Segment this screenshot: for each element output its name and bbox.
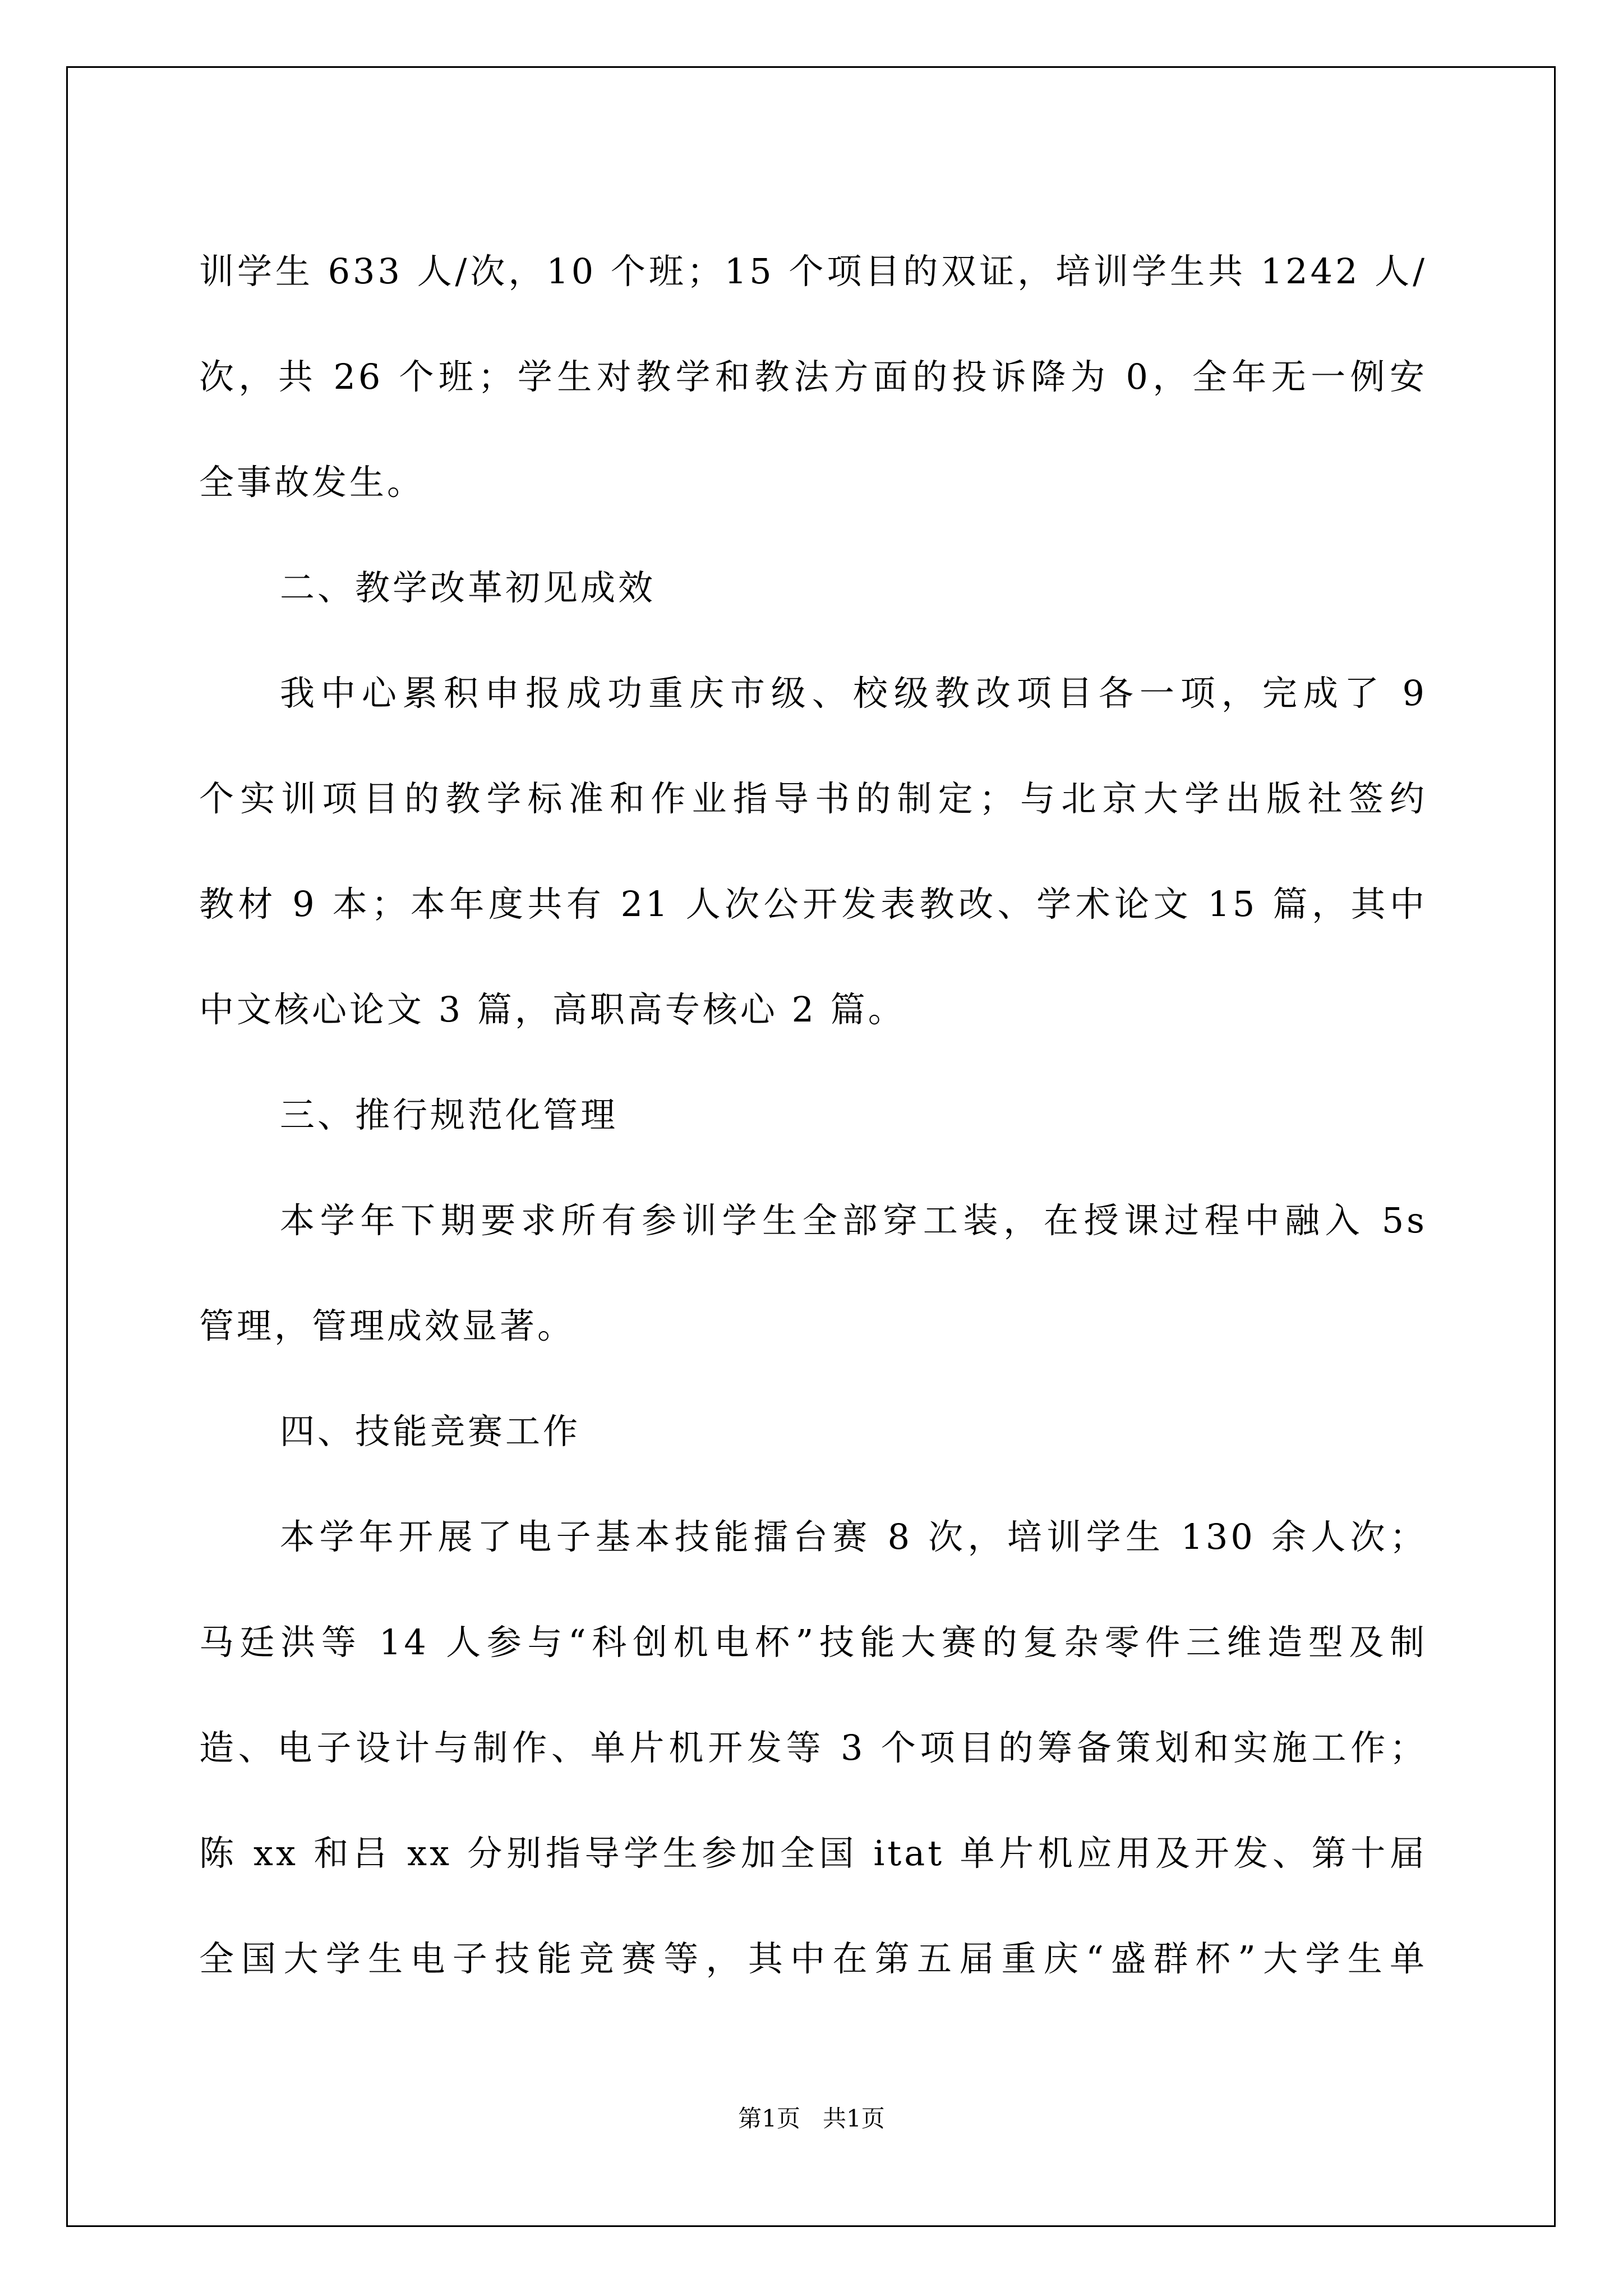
section-heading: 三、推行规范化管理: [280, 1094, 619, 1135]
paragraph-line: 造、电子设计与制作、单片机开发等 3 个项目的筹备策划和实施工作；: [199, 1727, 1427, 1768]
page-total: 共1页: [823, 2105, 885, 2132]
paragraph-line: 全国大学生电子技能竞赛等，其中在第五届重庆“盛群杯”大学生单: [199, 1938, 1427, 1979]
paragraph-line: 全事故发生。: [199, 462, 425, 503]
paragraph-line: 个实训项目的教学标准和作业指导书的制定；与北京大学出版社签约: [199, 778, 1427, 819]
paragraph-line: 马廷洪等 14 人参与“科创机电杯”技能大赛的复杂零件三维造型及制: [199, 1622, 1427, 1663]
section-heading: 四、技能竞赛工作: [280, 1411, 581, 1452]
paragraph-line: 训学生 633 人/次，10 个班；15 个项目的双证，培训学生共 1242 人/: [199, 251, 1427, 292]
paragraph-line: 本学年开展了电子基本技能擂台赛 8 次，培训学生 130 余人次；: [280, 1516, 1427, 1557]
paragraph-line: 中文核心论文 3 篇，高职高专核心 2 篇。: [199, 989, 906, 1030]
paragraph-line: 陈 xx 和吕 xx 分别指导学生参加全国 itat 单片机应用及开发、第十届: [199, 1833, 1427, 1874]
paragraph-line: 本学年下期要求所有参训学生全部穿工装，在授课过程中融入 5s: [280, 1200, 1427, 1241]
section-heading: 二、教学改革初见成效: [280, 567, 656, 608]
paragraph-line: 我中心累积申报成功重庆市级、校级教改项目各一项，完成了 9: [280, 673, 1427, 714]
page-footer: [0, 2105, 1623, 2133]
paragraph-line: 管理，管理成效显著。: [199, 1305, 575, 1346]
document-body: [199, 219, 1427, 2012]
paragraph-line: 次，共 26 个班；学生对教学和教法方面的投诉降为 0，全年无一例安: [199, 356, 1427, 397]
paragraph-line: 教材 9 本；本年度共有 21 人次公开发表教改、学术论文 15 篇，其中: [199, 884, 1427, 924]
page-number: 第1页: [738, 2105, 800, 2132]
